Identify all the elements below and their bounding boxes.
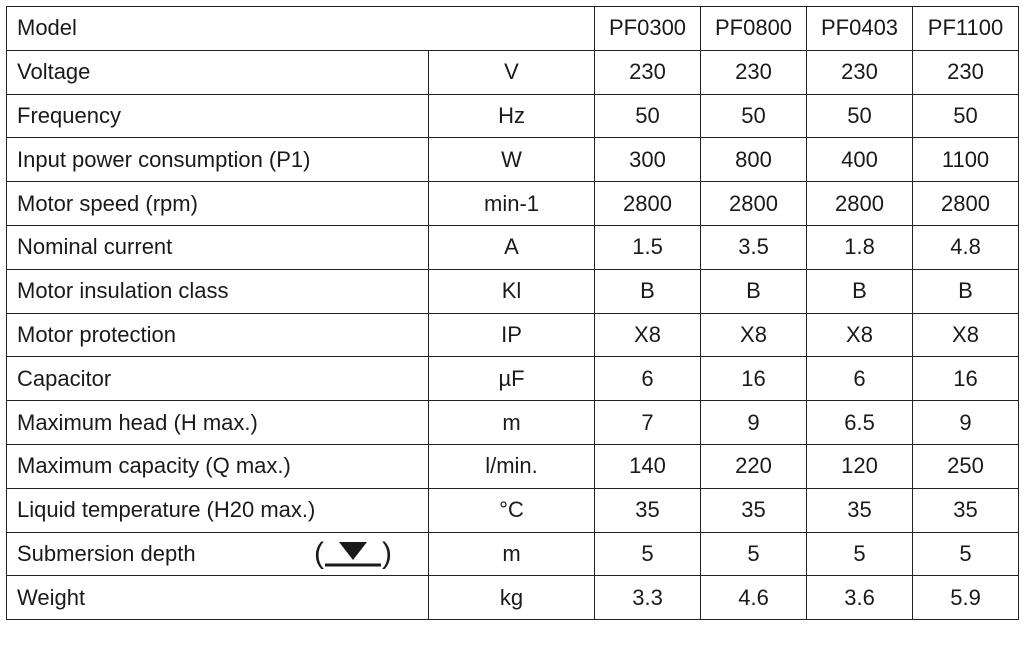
model-name: PF0403 — [807, 7, 913, 51]
row-value: 5.9 — [913, 576, 1019, 620]
table-row — [7, 401, 1019, 445]
row-unit: IP — [429, 313, 595, 357]
row-label: Maximum capacity (Q max.) — [7, 444, 429, 488]
row-value: 9 — [701, 401, 807, 445]
row-label: Nominal current — [7, 225, 429, 269]
table-row — [7, 182, 1019, 226]
row-value: 5 — [913, 532, 1019, 576]
row-unit: °C — [429, 488, 595, 532]
row-unit: µF — [429, 357, 595, 401]
row-value: 230 — [595, 50, 701, 94]
row-label: Input power consumption (P1) — [7, 138, 429, 182]
model-name: PF0300 — [595, 7, 701, 51]
row-value: 1.5 — [595, 225, 701, 269]
row-value: B — [913, 269, 1019, 313]
row-label: Submersion depth — [17, 540, 196, 566]
water-level-icon — [314, 536, 392, 570]
row-unit: A — [429, 225, 595, 269]
row-value: 6 — [807, 357, 913, 401]
row-value: 50 — [701, 94, 807, 138]
row-unit: Hz — [429, 94, 595, 138]
row-value: 4.8 — [913, 225, 1019, 269]
row-label: Capacitor — [7, 357, 429, 401]
row-value: 5 — [807, 532, 913, 576]
paren-open: ( — [314, 536, 324, 570]
table-row — [7, 576, 1019, 620]
row-value: 50 — [807, 94, 913, 138]
row-value: B — [701, 269, 807, 313]
row-value: 2800 — [913, 182, 1019, 226]
row-value: 35 — [913, 488, 1019, 532]
row-value: 220 — [701, 444, 807, 488]
spec-table — [6, 6, 1019, 620]
row-value: 4.6 — [701, 576, 807, 620]
row-value: 6.5 — [807, 401, 913, 445]
row-value: 2800 — [595, 182, 701, 226]
table-row — [7, 269, 1019, 313]
row-value: 7 — [595, 401, 701, 445]
row-value: 230 — [913, 50, 1019, 94]
row-value: X8 — [595, 313, 701, 357]
row-label: Voltage — [7, 50, 429, 94]
row-value: 50 — [595, 94, 701, 138]
row-value: 35 — [807, 488, 913, 532]
row-value: 1.8 — [807, 225, 913, 269]
row-label: Weight — [7, 576, 429, 620]
row-label: Frequency — [7, 94, 429, 138]
row-unit: min-1 — [429, 182, 595, 226]
water-level-triangle — [324, 540, 382, 568]
row-unit: m — [429, 401, 595, 445]
row-value: 230 — [807, 50, 913, 94]
header-row — [7, 7, 1019, 51]
table-row — [7, 50, 1019, 94]
table-row — [7, 444, 1019, 488]
row-value: 6 — [595, 357, 701, 401]
row-unit: m — [429, 532, 595, 576]
row-unit: kg — [429, 576, 595, 620]
row-value: 2800 — [701, 182, 807, 226]
row-value: 3.6 — [807, 576, 913, 620]
row-label: Motor insulation class — [7, 269, 429, 313]
row-value: X8 — [807, 313, 913, 357]
row-value: 5 — [595, 532, 701, 576]
row-value: 35 — [701, 488, 807, 532]
model-name: PF1100 — [913, 7, 1019, 51]
row-label: Maximum head (H max.) — [7, 401, 429, 445]
table-row — [7, 488, 1019, 532]
row-unit: W — [429, 138, 595, 182]
row-value: 300 — [595, 138, 701, 182]
submersion-depth-cell — [7, 532, 429, 576]
row-label: Liquid temperature (H20 max.) — [7, 488, 429, 532]
table-row — [7, 357, 1019, 401]
row-unit: V — [429, 50, 595, 94]
row-value: 120 — [807, 444, 913, 488]
row-value: X8 — [701, 313, 807, 357]
row-value: B — [807, 269, 913, 313]
row-value: X8 — [913, 313, 1019, 357]
row-unit: l/min. — [429, 444, 595, 488]
row-value: 16 — [701, 357, 807, 401]
paren-close: ) — [382, 536, 392, 570]
table-row — [7, 532, 1019, 576]
row-value: 140 — [595, 444, 701, 488]
row-unit: Kl — [429, 269, 595, 313]
row-value: 35 — [595, 488, 701, 532]
row-value: 250 — [913, 444, 1019, 488]
table-row — [7, 138, 1019, 182]
header-label: Model — [7, 7, 595, 51]
row-value: 5 — [701, 532, 807, 576]
row-value: 16 — [913, 357, 1019, 401]
table-row — [7, 313, 1019, 357]
row-value: 3.3 — [595, 576, 701, 620]
row-label: Motor speed (rpm) — [7, 182, 429, 226]
row-label: Motor protection — [7, 313, 429, 357]
row-value: B — [595, 269, 701, 313]
row-value: 2800 — [807, 182, 913, 226]
row-value: 3.5 — [701, 225, 807, 269]
row-value: 1100 — [913, 138, 1019, 182]
table-row — [7, 94, 1019, 138]
row-value: 230 — [701, 50, 807, 94]
row-value: 800 — [701, 138, 807, 182]
row-value: 9 — [913, 401, 1019, 445]
model-name: PF0800 — [701, 7, 807, 51]
row-value: 50 — [913, 94, 1019, 138]
table-row — [7, 225, 1019, 269]
row-value: 400 — [807, 138, 913, 182]
